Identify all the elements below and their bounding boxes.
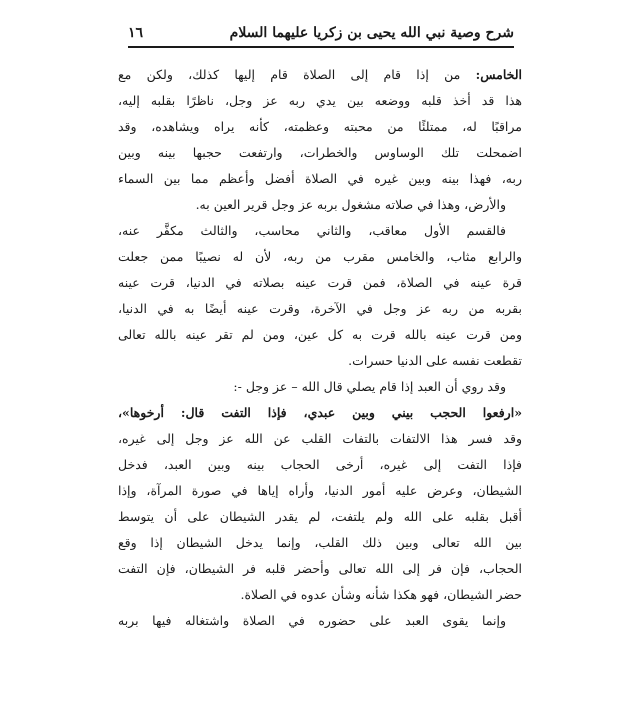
text-line: وإنما يقوى العبد على حضوره في الصلاة واشتغاله فيها بربه xyxy=(118,613,506,628)
text-line: فالقسم الأول معاقب، والثاني محاسب، والثالث مكفَّر عنه، xyxy=(118,223,506,238)
text-line: حضر الشيطان، فهو هكذا شأنه وشأن عدوه في الصلاة. xyxy=(240,587,522,602)
text-line: وقد روي أن العبد إذا قام يصلي قال الله – عز وجل -: xyxy=(233,379,506,394)
text-line: ربه، فهذا بينه وبين غيره في الصلاة أفضل وأعظم مما بين السماء xyxy=(118,171,522,186)
text-line: فإذا التفت إلى غيره، أرخى الحجاب بينه وبين العبد، فدخل xyxy=(118,457,522,472)
text-line: اضمحلت تلك الوساوس والخطرات، وارتفعت حجبها بينه وبين xyxy=(118,145,522,160)
text-line: والأرض، وهذا في صلاته مشغول بربه عز وجل قرير العين به. xyxy=(195,197,506,212)
text-line: هذا قد أخذ قلبه ووضعه بين يدي ربه عز وجل، ناظرًا بقلبه إليه، xyxy=(118,93,522,108)
text-line: والرابع مثاب، والخامس مقرب من ربه، لأن له نصيبًا ممن جعلت xyxy=(118,249,522,264)
text-line: مراقبًا له، ممتلئًا من محبته وعظمته، كأنه يراه ويشاهده، وقد xyxy=(118,119,522,134)
line-text: من إذا قام إلى الصلاة قام إليها كذلك، ولكن مع xyxy=(118,67,476,82)
text-line: قرة عينه في الصلاة، فمن قرت عينه بصلاته في الدنيا، قرت عينه xyxy=(118,275,522,290)
text-line xyxy=(118,62,522,88)
text-line: ومن قرت عينه بالله قرت به كل عين، ومن لم تقر عينه بالله تعالى xyxy=(118,327,522,342)
running-header xyxy=(128,22,514,48)
text-line: بقربه من ربه عز وجل في الآخرة، وقرت عينه أيضًا به في الدنيا، xyxy=(118,301,522,316)
text-line: الشيطان، وعرض عليه أمور الدنيا، وأراه إياها في صورة المرآة، وإذا xyxy=(118,483,522,498)
body-text xyxy=(118,62,522,634)
text-line: الحجاب، فإن فر إلى الله تعالى وأحضر قلبه فر الشيطان، فإن التفت xyxy=(118,561,522,576)
page-number: ١٦ xyxy=(128,25,144,41)
section-lead: الخامس: xyxy=(475,67,522,82)
text-line: أقبل بقلبه على الله ولم يلتفت، لم يقدر الشيطان على أن يتوسط xyxy=(118,509,522,524)
text-line: تقطعت نفسه على الدنيا حسرات. xyxy=(348,353,522,368)
header-title: شرح وصية نبي الله يحيى بن زكريا عليهما السلام xyxy=(229,25,514,41)
text-line: وقد فسر هذا الالتفات بالتفات القلب عن الله عز وجل إلى غيره، xyxy=(118,431,522,446)
text-line: بين الله تعالى وبين ذلك القلب، وإنما يدخل الشيطان إذا وقع xyxy=(118,535,522,550)
hadith-quote: «ارفعوا الحجب بيني وبين عبدي، فإذا التفت قال: أرخوها»، xyxy=(118,405,522,420)
